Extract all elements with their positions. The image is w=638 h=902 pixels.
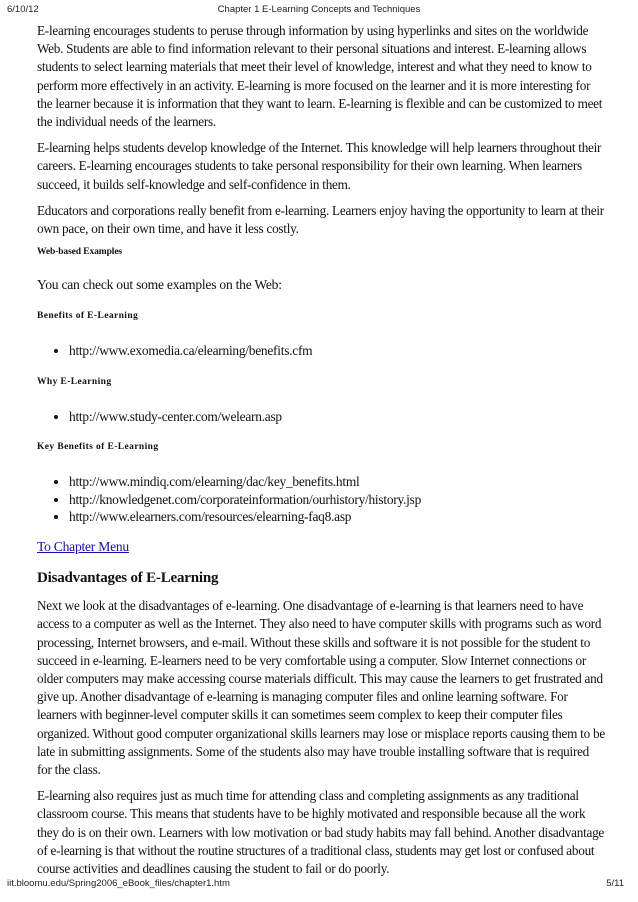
print-title: Chapter 1 E-Learning Concepts and Techniques bbox=[217, 4, 421, 15]
key-benefits-heading: Key Benefits of E-Learning bbox=[37, 442, 159, 453]
paragraph-disadvantages-time: E-learning also requires just as much time for attending class and completing assignments as any traditional classroom course. This means that students have to be highly motivated and responsible because all the work they do is on their own. Learners with low motivation or bad study habits may fall behind. Another disadvantage of e-learning is that without the routine structures of a traditional class, students may get lost or confused about course activities and deadlines causing the student to fail or do poorly. bbox=[37, 788, 605, 876]
page-number: 5/11 bbox=[606, 878, 624, 889]
list-item[interactable] bbox=[69, 491, 605, 509]
paragraph-elearning-internet: E-learning helps students develop knowledge of the Internet. This knowledge will help learners throughout their careers. E-learning encourages students to take personal responsibility for their own learning. When learners succeed, it builds self-knowledge and self-confidence in them. bbox=[37, 140, 602, 192]
list-item[interactable] bbox=[69, 408, 605, 426]
benefits-link-list bbox=[37, 342, 605, 360]
paragraph-disadvantages-computer: Next we look at the disadvantages of e-learning. One disadvantage of e-learning is that learners need to have access to a computer as well as the Internet. They also need to have computer skills with programs such as word processing, Internet browsers, and e-mail. Without these skills and software it is not possible for the student to succeed in e-learning. E-learners need to be very comfortable using a computer. Slow Internet connections or older computers may make accessing course materials difficult. This may cause the learners to get frustrated and give up. Another disadvantage of e-learning is managing computer files and online learning software. For learners with beginner-level computer skills it can sometimes seem complex to keep their computer files organized. Without good computer organizational skills learners may lose or misplace reports causing them to be late in submitting assignments. Some of the students also may have trouble installing software that is required for the class. bbox=[37, 598, 605, 777]
page-content bbox=[37, 22, 605, 886]
web-examples-heading: Web-based Examples bbox=[37, 247, 123, 258]
print-date: 6/10/12 bbox=[7, 4, 39, 15]
list-item[interactable] bbox=[69, 508, 605, 526]
print-url: iit.bloomu.edu/Spring2006_eBook_files/chapter1.htm bbox=[7, 878, 230, 889]
example-url[interactable]: http://www.exomedia.ca/elearning/benefits.cfm bbox=[69, 343, 313, 359]
key-benefits-link-list bbox=[37, 473, 605, 526]
list-item[interactable] bbox=[69, 473, 605, 491]
paragraph-educators-benefit: Educators and corporations really benefit from e-learning. Learners enjoy having the opportunity to learn at their own pace, on their own time, and have it less costly. bbox=[37, 202, 604, 237]
print-footer bbox=[0, 878, 638, 892]
example-url[interactable]: http://knowledgenet.com/corporateinformation/ourhistory/history.jsp bbox=[69, 491, 422, 507]
print-header bbox=[0, 4, 638, 20]
why-elearning-link-list bbox=[37, 408, 605, 426]
why-elearning-heading: Why E-Learning bbox=[37, 376, 112, 387]
example-url[interactable]: http://www.study-center.com/welearn.asp bbox=[69, 408, 282, 424]
example-url[interactable]: http://www.elearners.com/resources/elearning-faq8.asp bbox=[69, 509, 352, 525]
benefits-heading: Benefits of E-Learning bbox=[37, 311, 139, 322]
chapter-menu-link-wrap bbox=[37, 538, 605, 556]
chapter-menu-link[interactable]: To Chapter Menu bbox=[37, 538, 129, 554]
example-url[interactable]: http://www.mindiq.com/elearning/dac/key_benefits.html bbox=[69, 474, 360, 490]
list-item[interactable] bbox=[69, 342, 605, 360]
disadvantages-heading: Disadvantages of E-Learning bbox=[37, 570, 219, 587]
paragraph-elearning-hyperlinks: E-learning encourages students to peruse through information by using hyperlinks and sites on the worldwide Web. Students are able to find information relevant to their personal situations and interest. E-learning allows students to select learning materials that meet their level of knowledge, interest and what they need to know to perform more effectively in an activity. E-learning is more focused on the learner and it is more interesting for the learner because it is information that they want to learn. E-learning is flexible and can be customized to meet the individual needs of the learners. bbox=[37, 23, 603, 130]
web-examples-intro: You can check out some examples on the Web: bbox=[37, 277, 282, 293]
